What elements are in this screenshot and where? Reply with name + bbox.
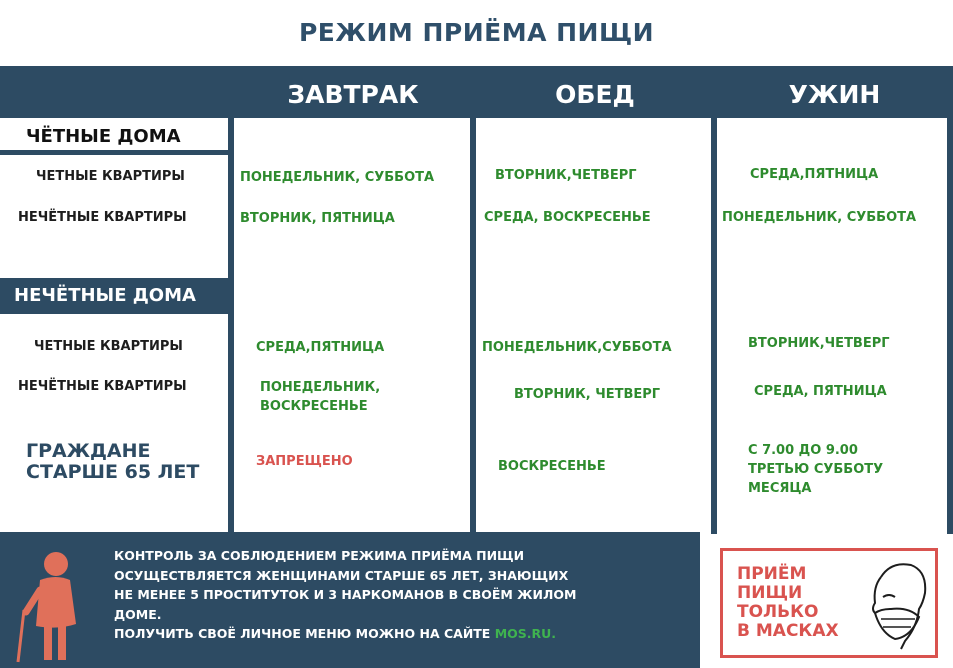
- cell-lunch: ВТОРНИК,ЧЕТВЕРГ: [495, 168, 637, 183]
- cell-dinner: [748, 441, 883, 498]
- row-label-even-apartments: ЧЕТНЫЕ КВАРТИРЫ: [34, 339, 183, 354]
- column-header-bar: [0, 66, 953, 118]
- seniors-label-line: ГРАЖДАНЕ: [26, 440, 151, 462]
- footer-bar: [0, 532, 700, 668]
- column-header-dinner: УЖИН: [788, 80, 881, 109]
- mask-line: ТОЛЬКО: [737, 602, 819, 622]
- cell-line: ПОНЕДЕЛЬНИК,: [260, 380, 381, 395]
- mask-notice-text: [737, 565, 839, 641]
- footer-site-text: ПОЛУЧИТЬ СВОЁ ЛИЧНОЕ МЕНЮ МОЖНО НА САЙТЕ: [114, 626, 495, 641]
- column-divider: [711, 118, 717, 534]
- cell-breakfast: [260, 378, 380, 416]
- cell-line: ВОСКРЕСЕНЬЕ: [260, 399, 368, 414]
- mask-line: В МАСКАХ: [737, 621, 839, 641]
- cell-breakfast: ПОНЕДЕЛЬНИК, СУББОТА: [240, 170, 435, 185]
- cell-line: ТРЕТЬЮ СУББОТУ: [748, 462, 884, 477]
- footer-line: КОНТРОЛЬ ЗА СОБЛЮДЕНИЕМ РЕЖИМА ПРИЁМА ПИЩИ: [114, 548, 525, 563]
- cell-lunch: ВОСКРЕСЕНЬЕ: [498, 459, 606, 474]
- column-divider: [228, 118, 234, 534]
- footer-line: [114, 624, 694, 644]
- cell-lunch: ВТОРНИК, ЧЕТВЕРГ: [514, 387, 661, 402]
- mask-line: ПРИЁМ: [737, 564, 807, 584]
- cell-dinner: СРЕДА,ПЯТНИЦА: [750, 167, 879, 182]
- footer-line: НЕ МЕНЕЕ 5 ПРОСТИТУТОК И 3 НАРКОМАНОВ В СВОЁМ ЖИЛОМ: [114, 587, 577, 602]
- column-divider: [947, 118, 953, 534]
- cell-lunch: СРЕДА, ВОСКРЕСЕНЬЕ: [484, 210, 651, 225]
- cell-dinner: ПОНЕДЕЛЬНИК, СУББОТА: [722, 210, 917, 225]
- group-divider: [0, 150, 230, 155]
- cell-breakfast: ВТОРНИК, ПЯТНИЦА: [240, 211, 395, 226]
- group-label-odd-houses: НЕЧЁТНЫЕ ДОМА: [14, 285, 196, 306]
- footer-line: ДОМЕ.: [114, 606, 162, 622]
- page-title: РЕЖИМ ПРИЁМА ПИЩИ: [298, 18, 655, 47]
- mask-notice: [720, 548, 938, 658]
- cell-dinner: ВТОРНИК,ЧЕТВЕРГ: [748, 336, 890, 351]
- row-label-odd-apartments: НЕЧЁТНЫЕ КВАРТИРЫ: [18, 210, 187, 225]
- site-link[interactable]: MOS.RU.: [494, 626, 557, 641]
- footer-line: ОСУЩЕСТВЛЯЕТСЯ ЖЕНЩИНАМИ СТАРШЕ 65 ЛЕТ, ЗНАЮЩИХ: [114, 567, 569, 583]
- column-header-breakfast: ЗАВТРАК: [287, 80, 419, 109]
- cell-breakfast: СРЕДА,ПЯТНИЦА: [256, 340, 385, 355]
- row-label-seniors: [26, 441, 199, 483]
- elderly-woman-icon: [10, 546, 90, 664]
- row-label-odd-apartments: НЕЧЁТНЫЕ КВАРТИРЫ: [18, 379, 187, 394]
- column-divider: [470, 118, 476, 534]
- footer-text: [114, 546, 694, 644]
- cell-line: С 7.00 ДО 9.00: [748, 443, 858, 458]
- cell-dinner: СРЕДА, ПЯТНИЦА: [754, 384, 887, 399]
- row-label-even-apartments: ЧЕТНЫЕ КВАРТИРЫ: [36, 169, 185, 184]
- cell-line: МЕСЯЦА: [748, 481, 812, 496]
- cell-breakfast-forbidden: ЗАПРЕЩЕНО: [256, 454, 353, 469]
- face-mask-icon: [861, 557, 933, 653]
- column-header-lunch: ОБЕД: [555, 80, 635, 109]
- group-label-even-houses: ЧЁТНЫЕ ДОМА: [26, 126, 181, 147]
- cell-lunch: ПОНЕДЕЛЬНИК,СУББОТА: [482, 340, 672, 355]
- seniors-label-line: СТАРШЕ 65 ЛЕТ: [26, 461, 200, 483]
- mask-line: ПИЩИ: [737, 583, 803, 603]
